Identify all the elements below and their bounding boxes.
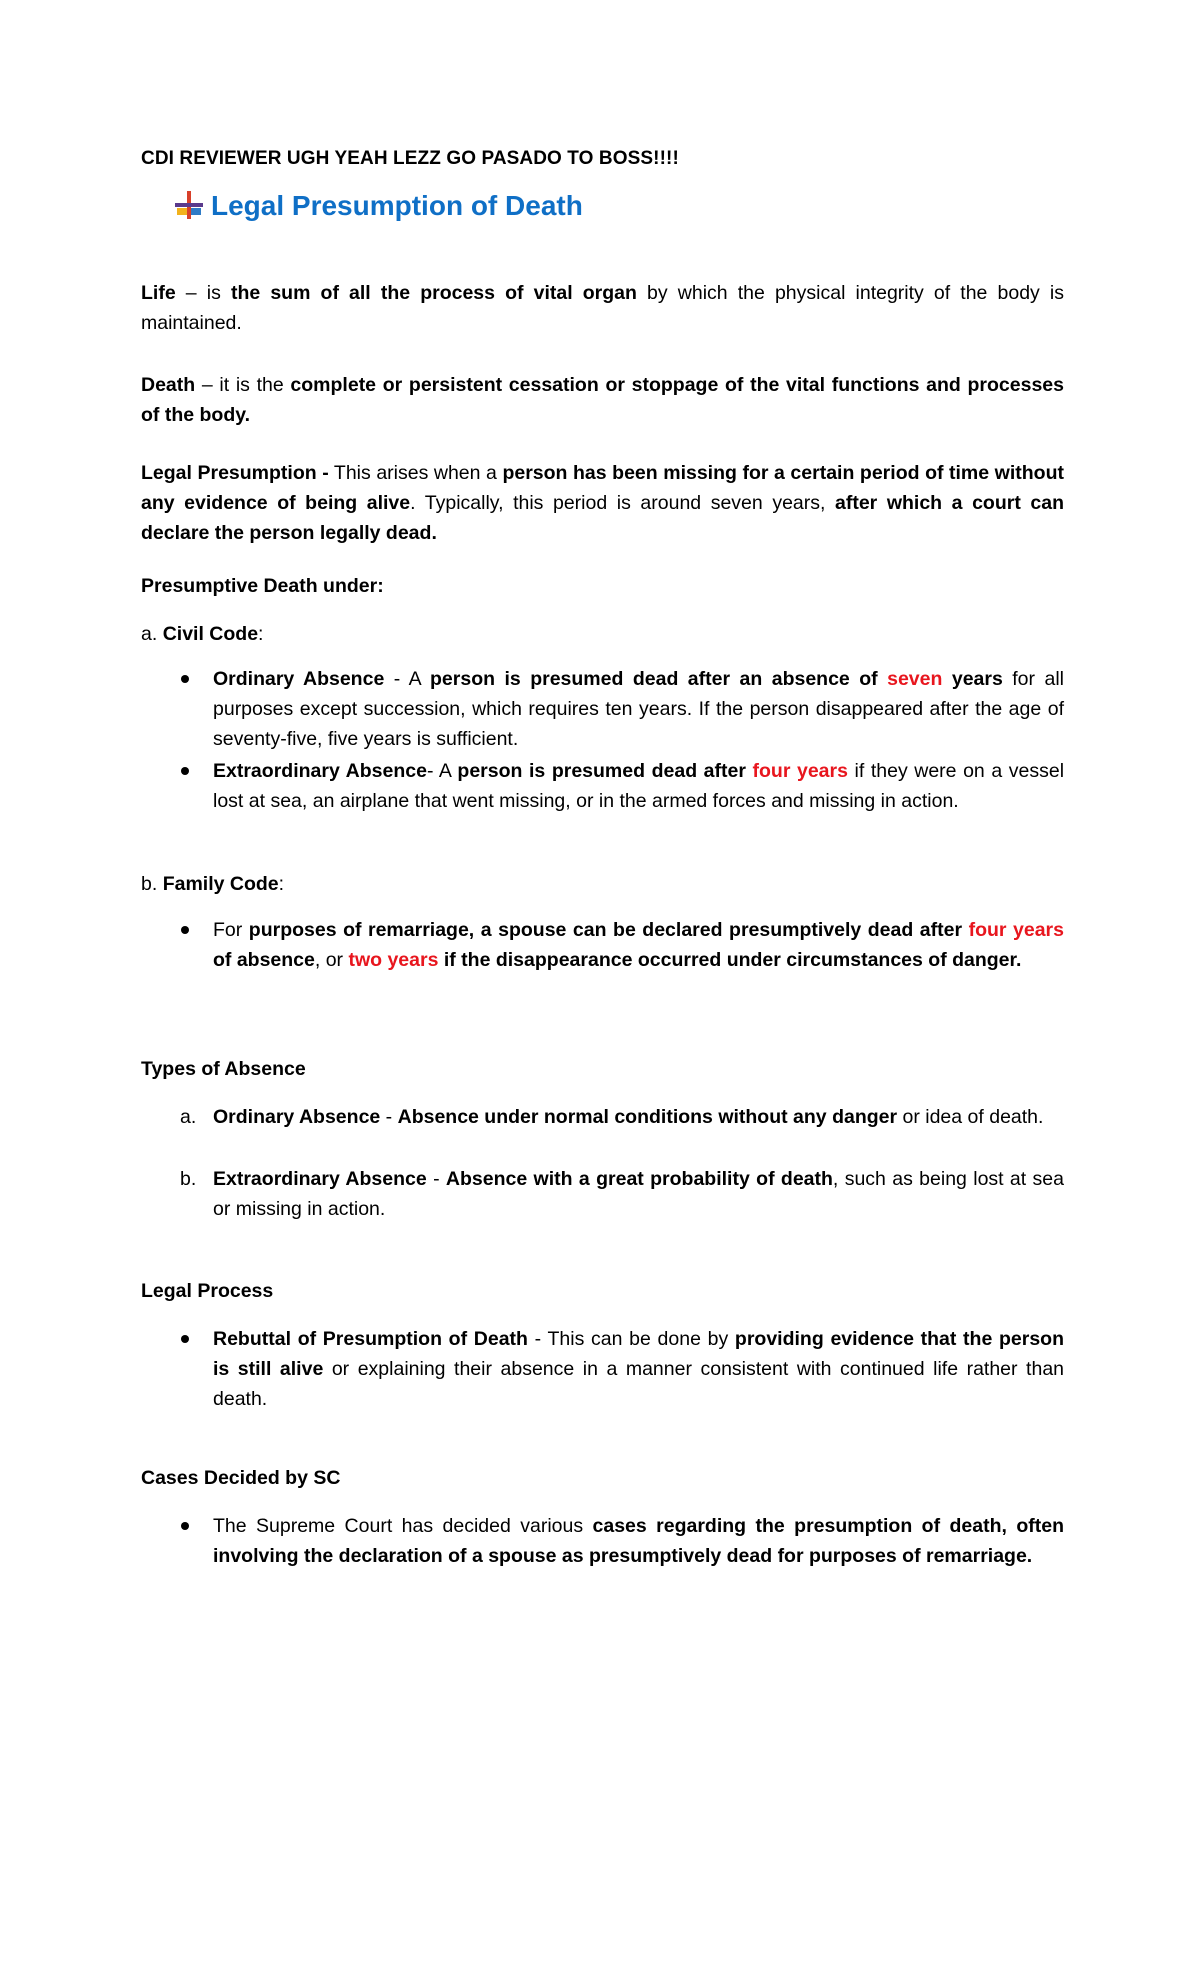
rebuttal-text-1: - This can be done by — [527, 1328, 735, 1350]
family-code-text-2: , or — [314, 949, 349, 971]
family-code-highlight-2: two years — [348, 949, 439, 971]
ordinary-absence-text-2: for all purposes except succession, which requires ten years. If the person disappeared after the age of seventy-five, five years is sufficient. — [213, 668, 1064, 750]
civil-code-prefix: a. — [141, 623, 163, 645]
rebuttal-term: Rebuttal of Presumption of Death — [213, 1328, 528, 1350]
bullet-icon — [181, 675, 189, 683]
type-ordinary-item — [213, 1102, 1064, 1132]
cases-bold-1: cases regarding the presumption of death, often involving the declaration of a spouse as presumptively dead for purposes of remarriage. — [213, 1515, 1064, 1567]
rebuttal-item — [213, 1324, 1064, 1414]
bullet-icon — [181, 926, 189, 934]
cross-bullet-icon — [175, 191, 203, 221]
bullet-icon — [181, 1522, 189, 1530]
extraordinary-absence-term: Extraordinary Absence — [213, 760, 427, 782]
legal-presumption-bold-1: person has been missing for a certain period of time without any evidence of being alive — [141, 462, 1064, 514]
legal-presumption-term: Legal Presumption - — [141, 462, 329, 484]
life-term: Life — [141, 282, 176, 304]
extraordinary-absence-highlight: four years — [752, 760, 848, 782]
ordinary-absence-text-1: - A — [384, 668, 431, 690]
ordinary-absence-bold-2: years — [942, 668, 1003, 690]
family-code-label: Family Code — [162, 873, 279, 895]
civil-code-label: Civil Code — [162, 623, 259, 645]
type-extraordinary-item — [213, 1164, 1064, 1224]
family-code-suffix: : — [278, 873, 285, 895]
type-ordinary-text-1: - — [380, 1106, 398, 1128]
civil-code-suffix: : — [258, 623, 264, 645]
rebuttal-bold-1: providing evidence that the person is still alive — [213, 1328, 1065, 1380]
civil-code-heading — [141, 619, 263, 649]
reviewer-heading: CDI REVIEWER UGH YEAH LEZZ GO PASADO TO BOSS!!!! — [141, 148, 679, 169]
family-code-bold-3: if the disappearance occurred under circumstances of danger. — [438, 949, 1022, 971]
death-term: Death — [141, 374, 196, 396]
types-of-absence-heading: Types of Absence — [141, 1058, 306, 1080]
death-definition — [141, 370, 1064, 430]
family-code-text-1: For — [213, 919, 249, 941]
bullet-icon — [181, 767, 189, 775]
legal-presumption-definition — [141, 458, 1064, 548]
type-extraordinary-term: Extraordinary Absence — [213, 1168, 427, 1190]
death-bold-1: complete or persistent cessation or stoppage of the vital functions and processes of the body. — [141, 374, 1064, 426]
type-extraordinary-text-2: , such as being lost at sea or missing in action. — [213, 1168, 1064, 1220]
type-ordinary-text-2: or idea of death. — [897, 1106, 1044, 1128]
extraordinary-absence-text-1: - A — [426, 760, 458, 782]
type-ordinary-bold-1: Absence under normal conditions without any danger — [397, 1106, 898, 1128]
family-code-prefix: b. — [141, 873, 163, 895]
extraordinary-absence-bold-1: person is presumed dead after — [457, 760, 753, 782]
family-code-highlight-1: four years — [968, 919, 1064, 941]
life-text-1: – is — [175, 282, 231, 304]
cases-heading: Cases Decided by SC — [141, 1467, 341, 1489]
life-definition — [141, 278, 1064, 338]
cases-item — [213, 1511, 1064, 1571]
life-text-2: by which the physical integrity of the body is maintained. — [141, 282, 1064, 334]
type-extraordinary-bold-1: Absence with a great probability of death — [445, 1168, 833, 1190]
family-code-heading — [141, 869, 284, 899]
list-marker: a. — [180, 1106, 197, 1128]
family-code-item — [213, 915, 1064, 975]
extraordinary-absence-text-2: if they were on a vessel lost at sea, an airplane that went missing, or in the armed forces and missing in action. — [213, 760, 1065, 812]
presumptive-death-heading: Presumptive Death under: — [141, 575, 384, 597]
legal-presumption-text-2: . Typically, this period is around seven years, — [410, 492, 835, 514]
cases-text-1: The Supreme Court has decided various — [213, 1515, 593, 1537]
bullet-icon — [181, 1335, 189, 1343]
rebuttal-text-2: or explaining their absence in a manner consistent with continued life rather than death. — [213, 1358, 1065, 1410]
list-marker: b. — [180, 1168, 197, 1190]
family-code-bold-2: of absence — [213, 949, 315, 971]
ordinary-absence-item — [213, 664, 1064, 754]
extraordinary-absence-item — [213, 756, 1064, 816]
death-text-1: – it is the — [195, 374, 291, 396]
legal-process-heading: Legal Process — [141, 1280, 274, 1302]
document-page — [141, 0, 1064, 1976]
type-ordinary-term: Ordinary Absence — [213, 1106, 381, 1128]
ordinary-absence-term: Ordinary Absence — [213, 668, 385, 690]
ordinary-absence-bold-1: person is presumed dead after an absence of — [430, 668, 888, 690]
life-bold-1: the sum of all the process of vital organ — [230, 282, 637, 304]
section-title-text: Legal Presumption of Death — [211, 190, 583, 221]
section-title — [175, 190, 583, 222]
ordinary-absence-highlight: seven — [887, 668, 943, 690]
legal-presumption-bold-2: after which a court can declare the person legally dead. — [141, 492, 1064, 544]
type-extraordinary-text-1: - — [426, 1168, 446, 1190]
family-code-bold-1: purposes of remarriage, a spouse can be declared presumptively dead after — [248, 919, 969, 941]
legal-presumption-text-1: This arises when a — [328, 462, 503, 484]
